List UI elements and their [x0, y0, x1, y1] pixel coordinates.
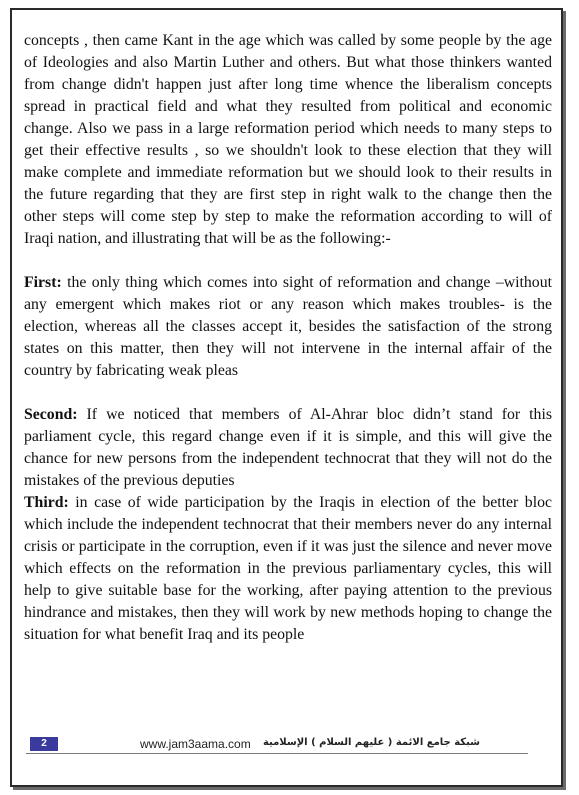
footer-divider: [26, 753, 528, 754]
paragraph-first: [24, 272, 552, 382]
footer-website-link[interactable]: www.jam3aama.com: [140, 737, 251, 751]
paragraph-lead: First:: [24, 274, 62, 291]
document-body: [24, 30, 552, 646]
paragraph-lead: Third:: [24, 494, 69, 511]
paragraph-second: [24, 404, 552, 492]
page-number: 2: [30, 737, 58, 751]
paragraph-third: [24, 492, 552, 646]
paragraph-intro: [24, 30, 552, 250]
paragraph-text: concepts , then came Kant in the age which was called by some people by the age of Ideologies and also Martin Luther and others. But what those thinkers wanted from change didn't happen just after long time whence the liberalism concepts spread in practical field and what they resulted from political and economic change. Also we pass in a large reformation period which needs to many steps to get their effective results , so we shouldn't look to these election that they will make complete and immediate reformation but we should look to their results in the future regarding that they are first step in right walk to the change then the other steps will come step by step to make the reformation according to will of Iraqi nation, and illustrating that will be as the following:-: [24, 32, 552, 247]
paragraph-text: in case of wide participation by the Iraqis in election of the better bloc which include the independent technocrat that their members never do any internal crisis or participate in the corruption, even if it was just the silence and never move which effects on the reformation in the previous parliamentary cycles, this will help to give suitable base for the working, after paying attention to the previous hindrance and mistakes, then they will work by new methods hoping to change the situation for what benefit Iraq and its people: [24, 494, 552, 643]
paragraph-lead: Second:: [24, 406, 78, 423]
paragraph-text: the only thing which comes into sight of reformation and change –without any emergent which makes riot or any reason which makes troubles- is the election, whereas all the classes accept it, besides the satisfaction of the strong states on this matter, then they will not intervene in the internal affair of the country by fabricating weak pleas: [24, 274, 552, 379]
footer-site-name: شبكة جامع الائمة ( عليهم السلام ) الإسلامية: [262, 737, 480, 748]
paragraph-text: If we noticed that members of Al-Ahrar bloc didn’t stand for this parliament cycle, this regard change even if it is simple, and this will give the chance for new persons from the independent technocrat that they will not do the mistakes of the previous deputies: [24, 406, 552, 489]
